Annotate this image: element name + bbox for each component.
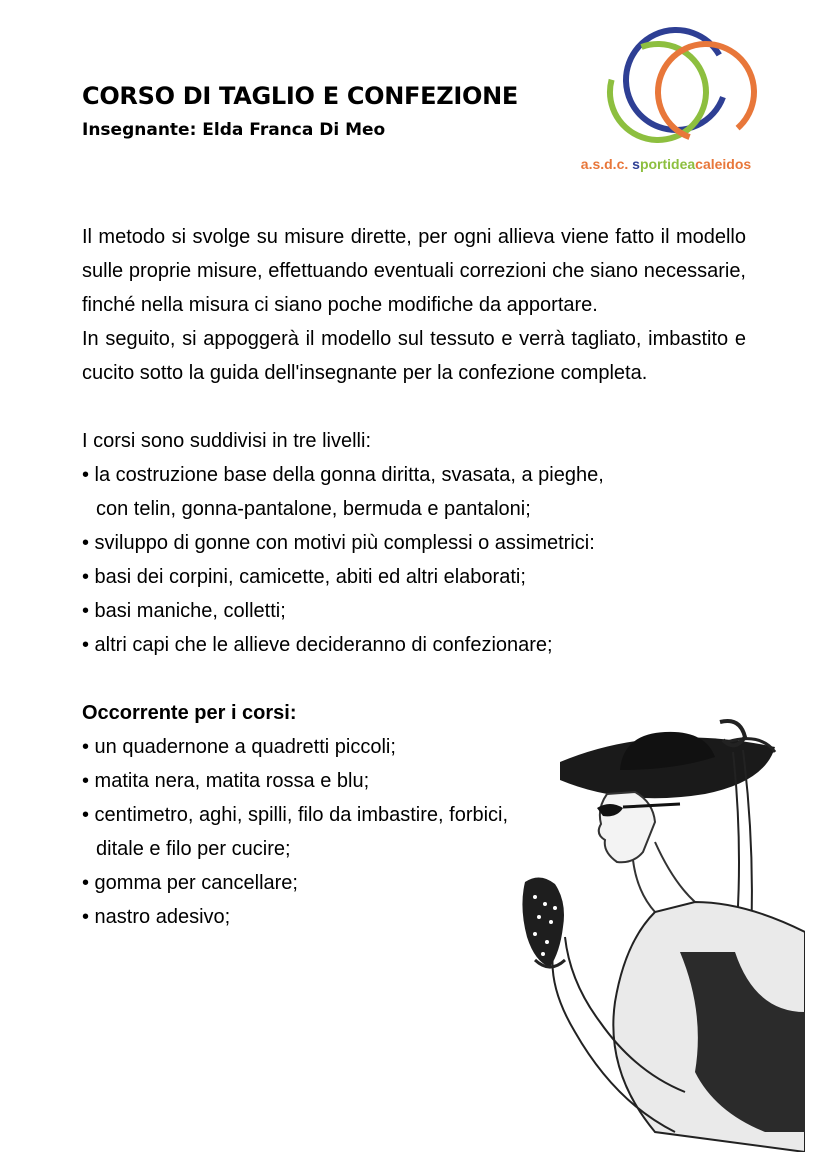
teacher-line: Insegnante: Elda Franca Di Meo bbox=[82, 120, 386, 140]
logo-wordmark: a.s.d.c. sportideacaleidos bbox=[580, 156, 752, 172]
list-item: • sviluppo di gonne con motivi più complessi o assimetrici: bbox=[82, 532, 595, 554]
association-logo bbox=[560, 22, 770, 182]
list-item: • gomma per cancellare; bbox=[82, 872, 298, 894]
list-item: • matita nera, matita rossa e blu; bbox=[82, 770, 370, 792]
intro-paragraph: In seguito, si appoggerà il modello sul tessuto e verrà tagliato, imbastito e cucito sotto la guida dell'insegnante per la confezione completa. bbox=[82, 328, 746, 384]
list-item: • basi maniche, colletti; bbox=[82, 600, 286, 622]
intro-paragraph: Il metodo si svolge su misure dirette, per ogni allieva viene fatto il modello sulle proprie misure, effettuando eventuali correzioni che siano necessarie, finché nella misura ci siano poche modifiche da apportare. bbox=[82, 226, 746, 316]
list-item: • altri capi che le allieve decideranno di confezionare; bbox=[82, 634, 553, 656]
list-item: • un quadernone a quadretti piccoli; bbox=[82, 736, 396, 758]
list-item: • basi dei corpini, camicette, abiti ed altri elaborati; bbox=[82, 566, 526, 588]
list-item: • la costruzione base della gonna diritta, svasata, a pieghe, bbox=[82, 464, 604, 486]
rings-logo-icon bbox=[590, 22, 770, 147]
list-item: ditale e filo per cucire; bbox=[96, 838, 291, 860]
list-item: • nastro adesivo; bbox=[82, 906, 231, 928]
supplies-heading: Occorrente per i corsi: bbox=[82, 702, 297, 724]
list-item: con telin, gonna-pantalone, bermuda e pantaloni; bbox=[96, 498, 531, 520]
list-item: • centimetro, aghi, spilli, filo da imbastire, forbici, bbox=[82, 804, 509, 826]
fashion-woman-illustration bbox=[505, 712, 805, 1152]
levels-heading: I corsi sono suddivisi in tre livelli: bbox=[82, 430, 371, 452]
course-title: CORSO DI TAGLIO E CONFEZIONE bbox=[82, 82, 518, 110]
